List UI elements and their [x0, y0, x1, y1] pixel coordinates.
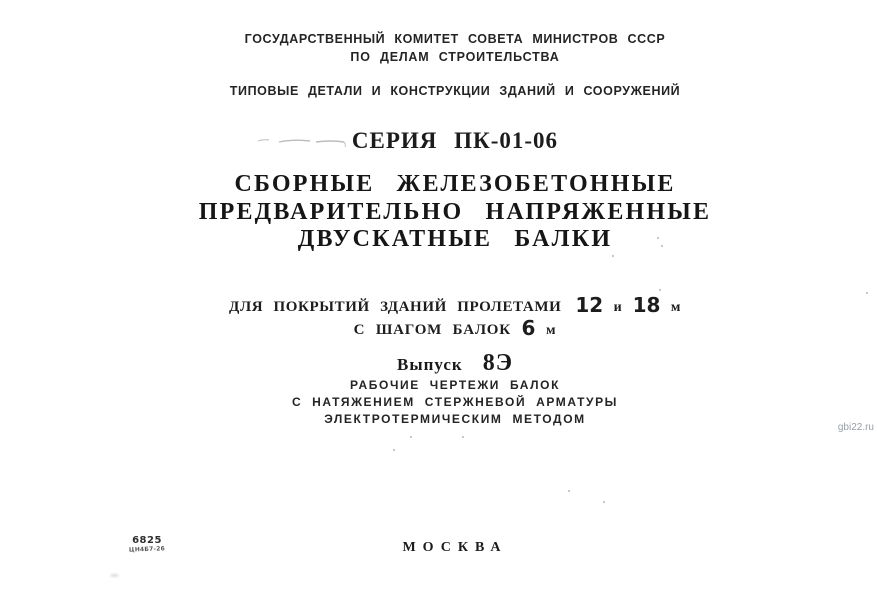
print-stamp	[112, 536, 182, 553]
scan-speck	[866, 292, 868, 294]
typical-details-line: ТИПОВЫЕ ДЕТАЛИ И КОНСТРУКЦИИ ЗДАНИЙ И СООРУЖЕНИЙ	[229, 84, 681, 98]
city-line: МОСКВА	[402, 540, 508, 555]
span-value-12: 12	[575, 293, 604, 317]
step-value-6: 6	[521, 316, 536, 340]
issue-desc-line-3: ЭЛЕКТРОТЕРМИЧЕСКИМ МЕТОДОМ	[324, 412, 586, 426]
print-stamp-code: ЦН4Б7-26	[128, 545, 166, 554]
title-page-content	[33, 0, 877, 614]
conjunction-and: и	[613, 300, 623, 315]
application-line-1-prefix: ДЛЯ ПОКРЫТИЙ ЗДАНИЙ ПРОЛЕТАМИ	[229, 299, 562, 315]
committee-line-1: ГОСУДАРСТВЕННЫЙ КОМИТЕТ СОВЕТА МИНИСТРОВ СССР	[244, 32, 666, 46]
scan-smudge	[110, 574, 119, 577]
scan-speck	[568, 490, 570, 492]
scan-speck	[661, 245, 663, 247]
scan-speck	[462, 436, 464, 438]
issue-number: 8Э	[482, 350, 513, 376]
issue-line	[33, 351, 877, 375]
application-line-2	[33, 317, 877, 338]
print-stamp-number: 6825	[132, 535, 162, 546]
scan-speck	[612, 255, 614, 257]
scan-speck	[410, 436, 412, 438]
issue-desc-line-1: РАБОЧИЕ ЧЕРТЕЖИ БАЛОК	[349, 378, 561, 392]
application-line-1	[33, 294, 877, 315]
main-title-line-1: СБОРНЫЕ ЖЕЛЕЗОБЕТОННЫЕ	[234, 171, 676, 197]
main-title-line-2: ПРЕДВАРИТЕЛЬНО НАПРЯЖЕННЫЕ	[198, 199, 712, 225]
series-line: СЕРИЯ ПК-01-06	[351, 128, 559, 153]
span-value-18: 18	[632, 293, 661, 317]
span-unit-m: м	[670, 300, 681, 315]
scan-speck	[393, 449, 395, 451]
main-title-line-3: ДВУСКАТНЫЕ БАЛКИ	[297, 226, 613, 252]
scan-speck	[657, 237, 659, 239]
step-unit-m: м	[546, 323, 557, 338]
issue-label: Выпуск	[396, 355, 463, 374]
committee-line-2: ПО ДЕЛАМ СТРОИТЕЛЬСТВА	[350, 50, 560, 64]
issue-desc-line-2: С НАТЯЖЕНИЕМ СТЕРЖНЕВОЙ АРМАТУРЫ	[291, 395, 619, 409]
scan-speck	[603, 501, 605, 503]
application-line-2-prefix: С ШАГОМ БАЛОК	[353, 322, 511, 338]
scan-speck	[659, 289, 661, 291]
pencil-dash-mark	[256, 132, 350, 148]
site-watermark: gbi22.ru	[837, 422, 874, 433]
